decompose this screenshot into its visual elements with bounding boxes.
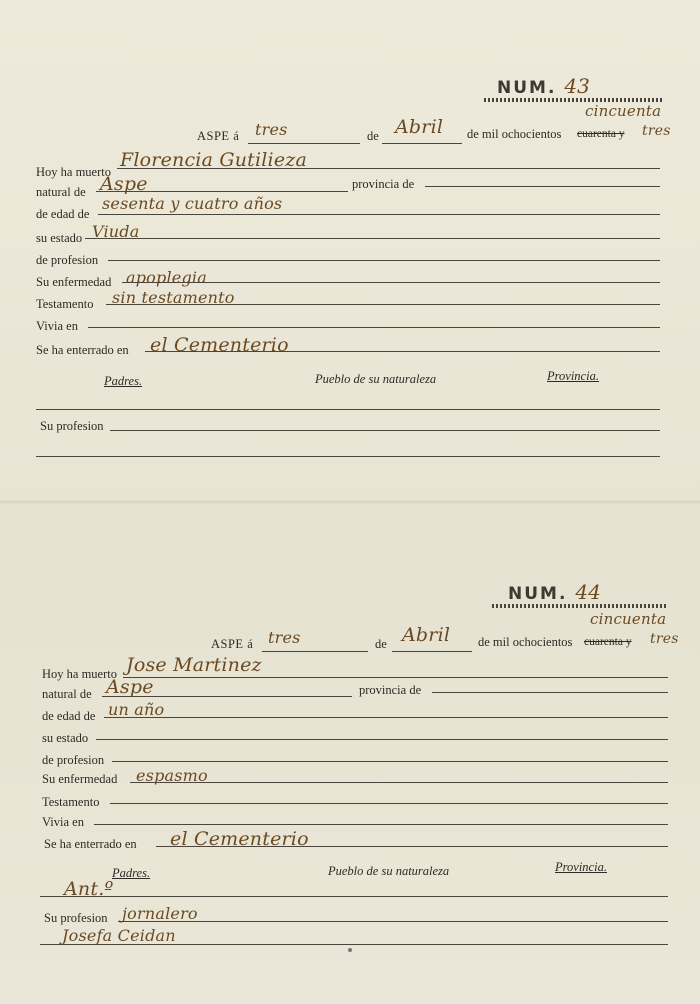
age-value: sesenta y cuatro años bbox=[102, 194, 283, 213]
record-number-label: NUM. 44 bbox=[508, 580, 601, 604]
place-label: ASPE á bbox=[197, 129, 240, 143]
parent-profession-value: jornalero bbox=[122, 904, 198, 923]
additional-note: Josefa Ceidan bbox=[62, 926, 176, 945]
ink-dot bbox=[348, 948, 352, 952]
place-label: ASPE á bbox=[211, 637, 254, 651]
burial-place-value: el Cementerio bbox=[170, 828, 309, 850]
illness-value: espasmo bbox=[136, 766, 208, 785]
will-value: sin testamento bbox=[112, 288, 235, 307]
natural-de-value: Aspe bbox=[100, 173, 148, 195]
year-suffix: tres bbox=[642, 123, 671, 139]
decorative-rule bbox=[492, 604, 668, 608]
record-number: 43 bbox=[564, 74, 590, 98]
parents-value: Ant.º bbox=[64, 878, 114, 900]
parents-header: Padres. bbox=[104, 374, 143, 388]
year-correction: cincuenta bbox=[590, 610, 667, 628]
hometown-header: Pueblo de su naturaleza bbox=[328, 864, 450, 878]
province-header: Provincia. bbox=[555, 860, 607, 874]
record-number: 44 bbox=[575, 580, 601, 604]
month-value: Abril bbox=[395, 116, 444, 138]
natural-de-value: Aspe bbox=[106, 676, 154, 698]
printed-year: cuarenta y bbox=[577, 128, 625, 140]
parents-header: Padres. bbox=[112, 866, 151, 880]
marital-status-value: Viuda bbox=[92, 222, 140, 241]
printed-year: cuarenta y bbox=[584, 636, 632, 648]
deceased-name: Florencia Gutilieza bbox=[120, 149, 308, 171]
burial-place-value: el Cementerio bbox=[150, 334, 289, 356]
day-value: tres bbox=[255, 120, 288, 139]
year-correction: cincuenta bbox=[585, 102, 662, 120]
page-fold bbox=[0, 500, 700, 504]
age-value: un año bbox=[108, 700, 165, 719]
year-suffix: tres bbox=[650, 631, 679, 647]
province-header: Provincia. bbox=[547, 369, 599, 383]
record-number-label: NUM. 43 bbox=[497, 74, 590, 98]
hometown-header: Pueblo de su naturaleza bbox=[315, 372, 437, 386]
day-value: tres bbox=[268, 628, 301, 647]
month-value: Abril bbox=[402, 624, 451, 646]
deceased-name: Jose Martinez bbox=[126, 654, 262, 676]
illness-value: apoplegia bbox=[126, 268, 207, 287]
